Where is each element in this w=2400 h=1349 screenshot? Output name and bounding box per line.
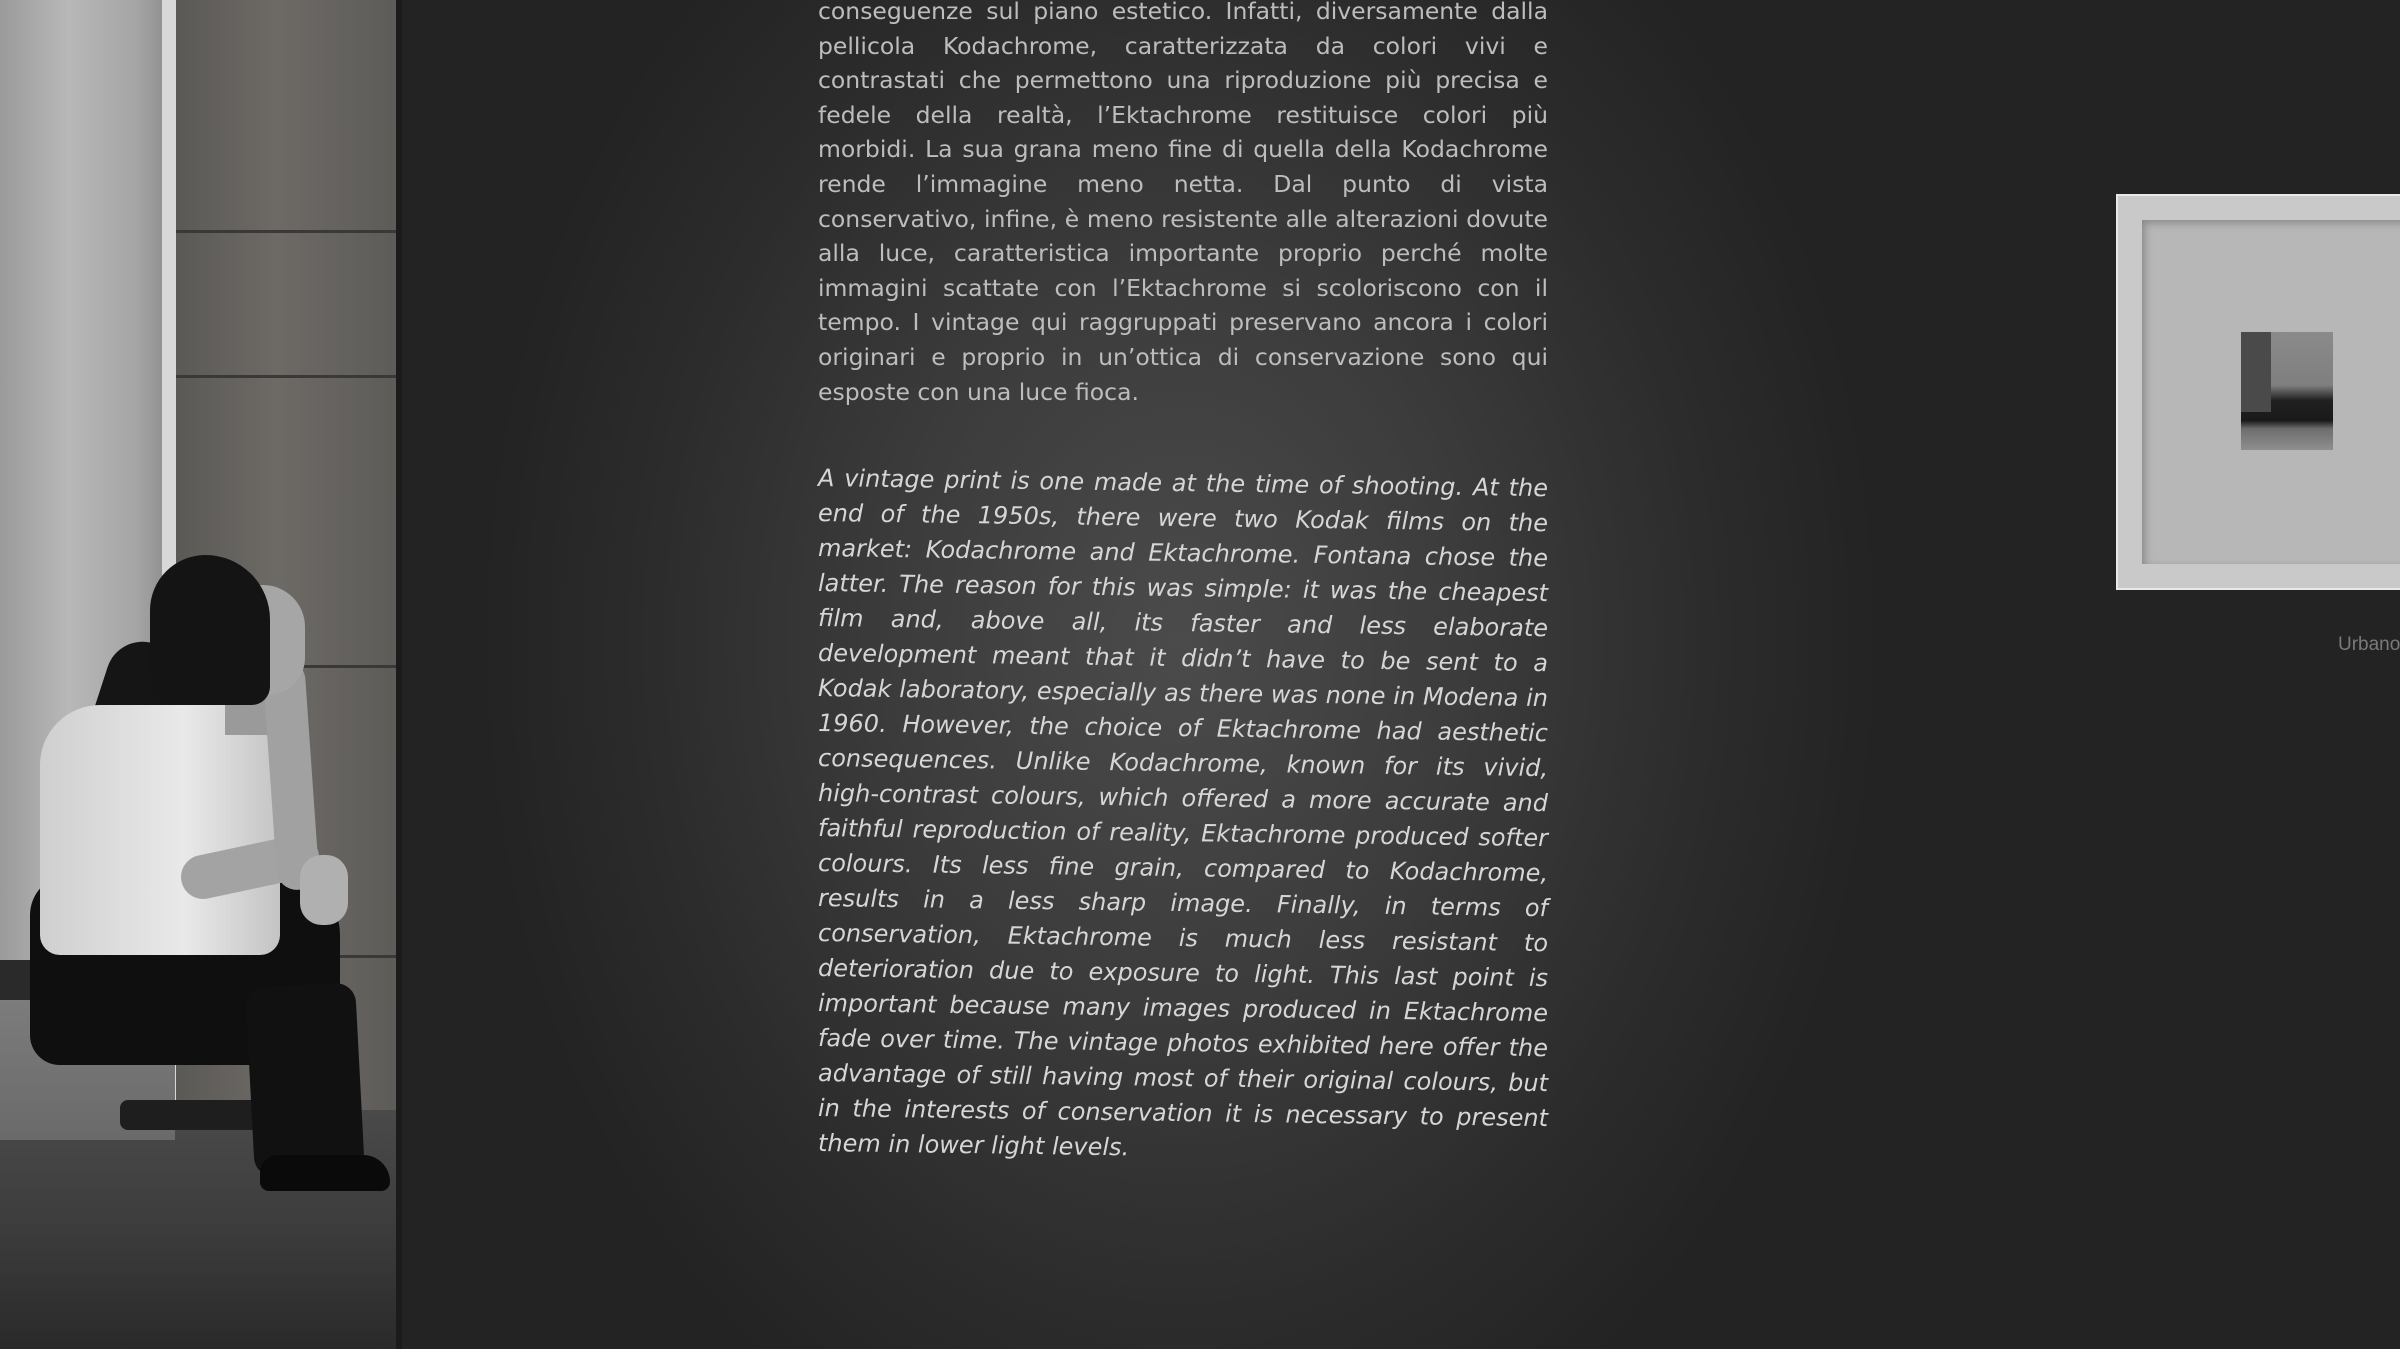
visitor-hair: [150, 555, 270, 705]
wall-text-english: A vintage print is one made at the time of shooting. At the end of the 1950s, there were two Kodak films on the market: Kodachrome and Ektachrome. Fontana chose the latter. The reason for this was simple: it was the cheapest film and, above all, its faster and less elaborate development meant that it didn’t have to be sent to a Kodak laboratory, especially as there was none in Modena in 1960. However, the choice of Ektachrome had aesthetic consequences. Unlike Kodachrome, known for its vivid, high-contrast colours, which offered a more accurate and faithful reproduction of reality, Ektachrome produced softer colours. Its less fine grain, compared to Kodachrome, results in a less sharp image. Finally, in terms of conservation, Ektachrome is much less resistant to deterioration due to exposure to light. This last point is important because many images produced in Ektachrome fade over time. The vintage photos exhibited here offer the advantage of still having most of their original colours, but in the interests of conservation it is necessary to present them in lower light levels.: [818, 464, 1548, 1162]
photo-shadow-area: [2241, 332, 2271, 412]
gallery-corner: [0, 0, 400, 1349]
visitor-hand: [300, 855, 348, 925]
wall-text-italian: conseguenze sul piano estetico. Infatti, diversamente dalla pellicola Kodachrome, caratterizzata da colori vivi e contrastati che permettono una riproduzione più precisa e fedele della realtà, l’Ektachrome restituisce colori più morbidi. La sua grana meno fine di quella della Kodachrome rende l’immagine meno netta. Dal punto di vista conservativo, infine, è meno resistente alle alterazioni dovute alla luce, caratteristica importante proprio perché molte immagini scattate con l’Ektachrome si scoloriscono con il tempo. I vintage qui raggruppati preservano ancora i colori originari e proprio in un’ottica di conservazione sono qui esposte con una luce fioca.: [818, 0, 1548, 406]
visitor-shirt: [40, 705, 280, 955]
tile-seam: [176, 375, 400, 378]
artwork-photo: [2241, 332, 2333, 450]
seated-visitor: [30, 555, 390, 1205]
visitor-shoe: [260, 1155, 390, 1191]
visitor-leg: [245, 982, 365, 1177]
tile-seam: [176, 230, 400, 233]
artwork-caption: Urbano: [2338, 634, 2400, 655]
wall-corner-edge: [396, 0, 402, 1349]
